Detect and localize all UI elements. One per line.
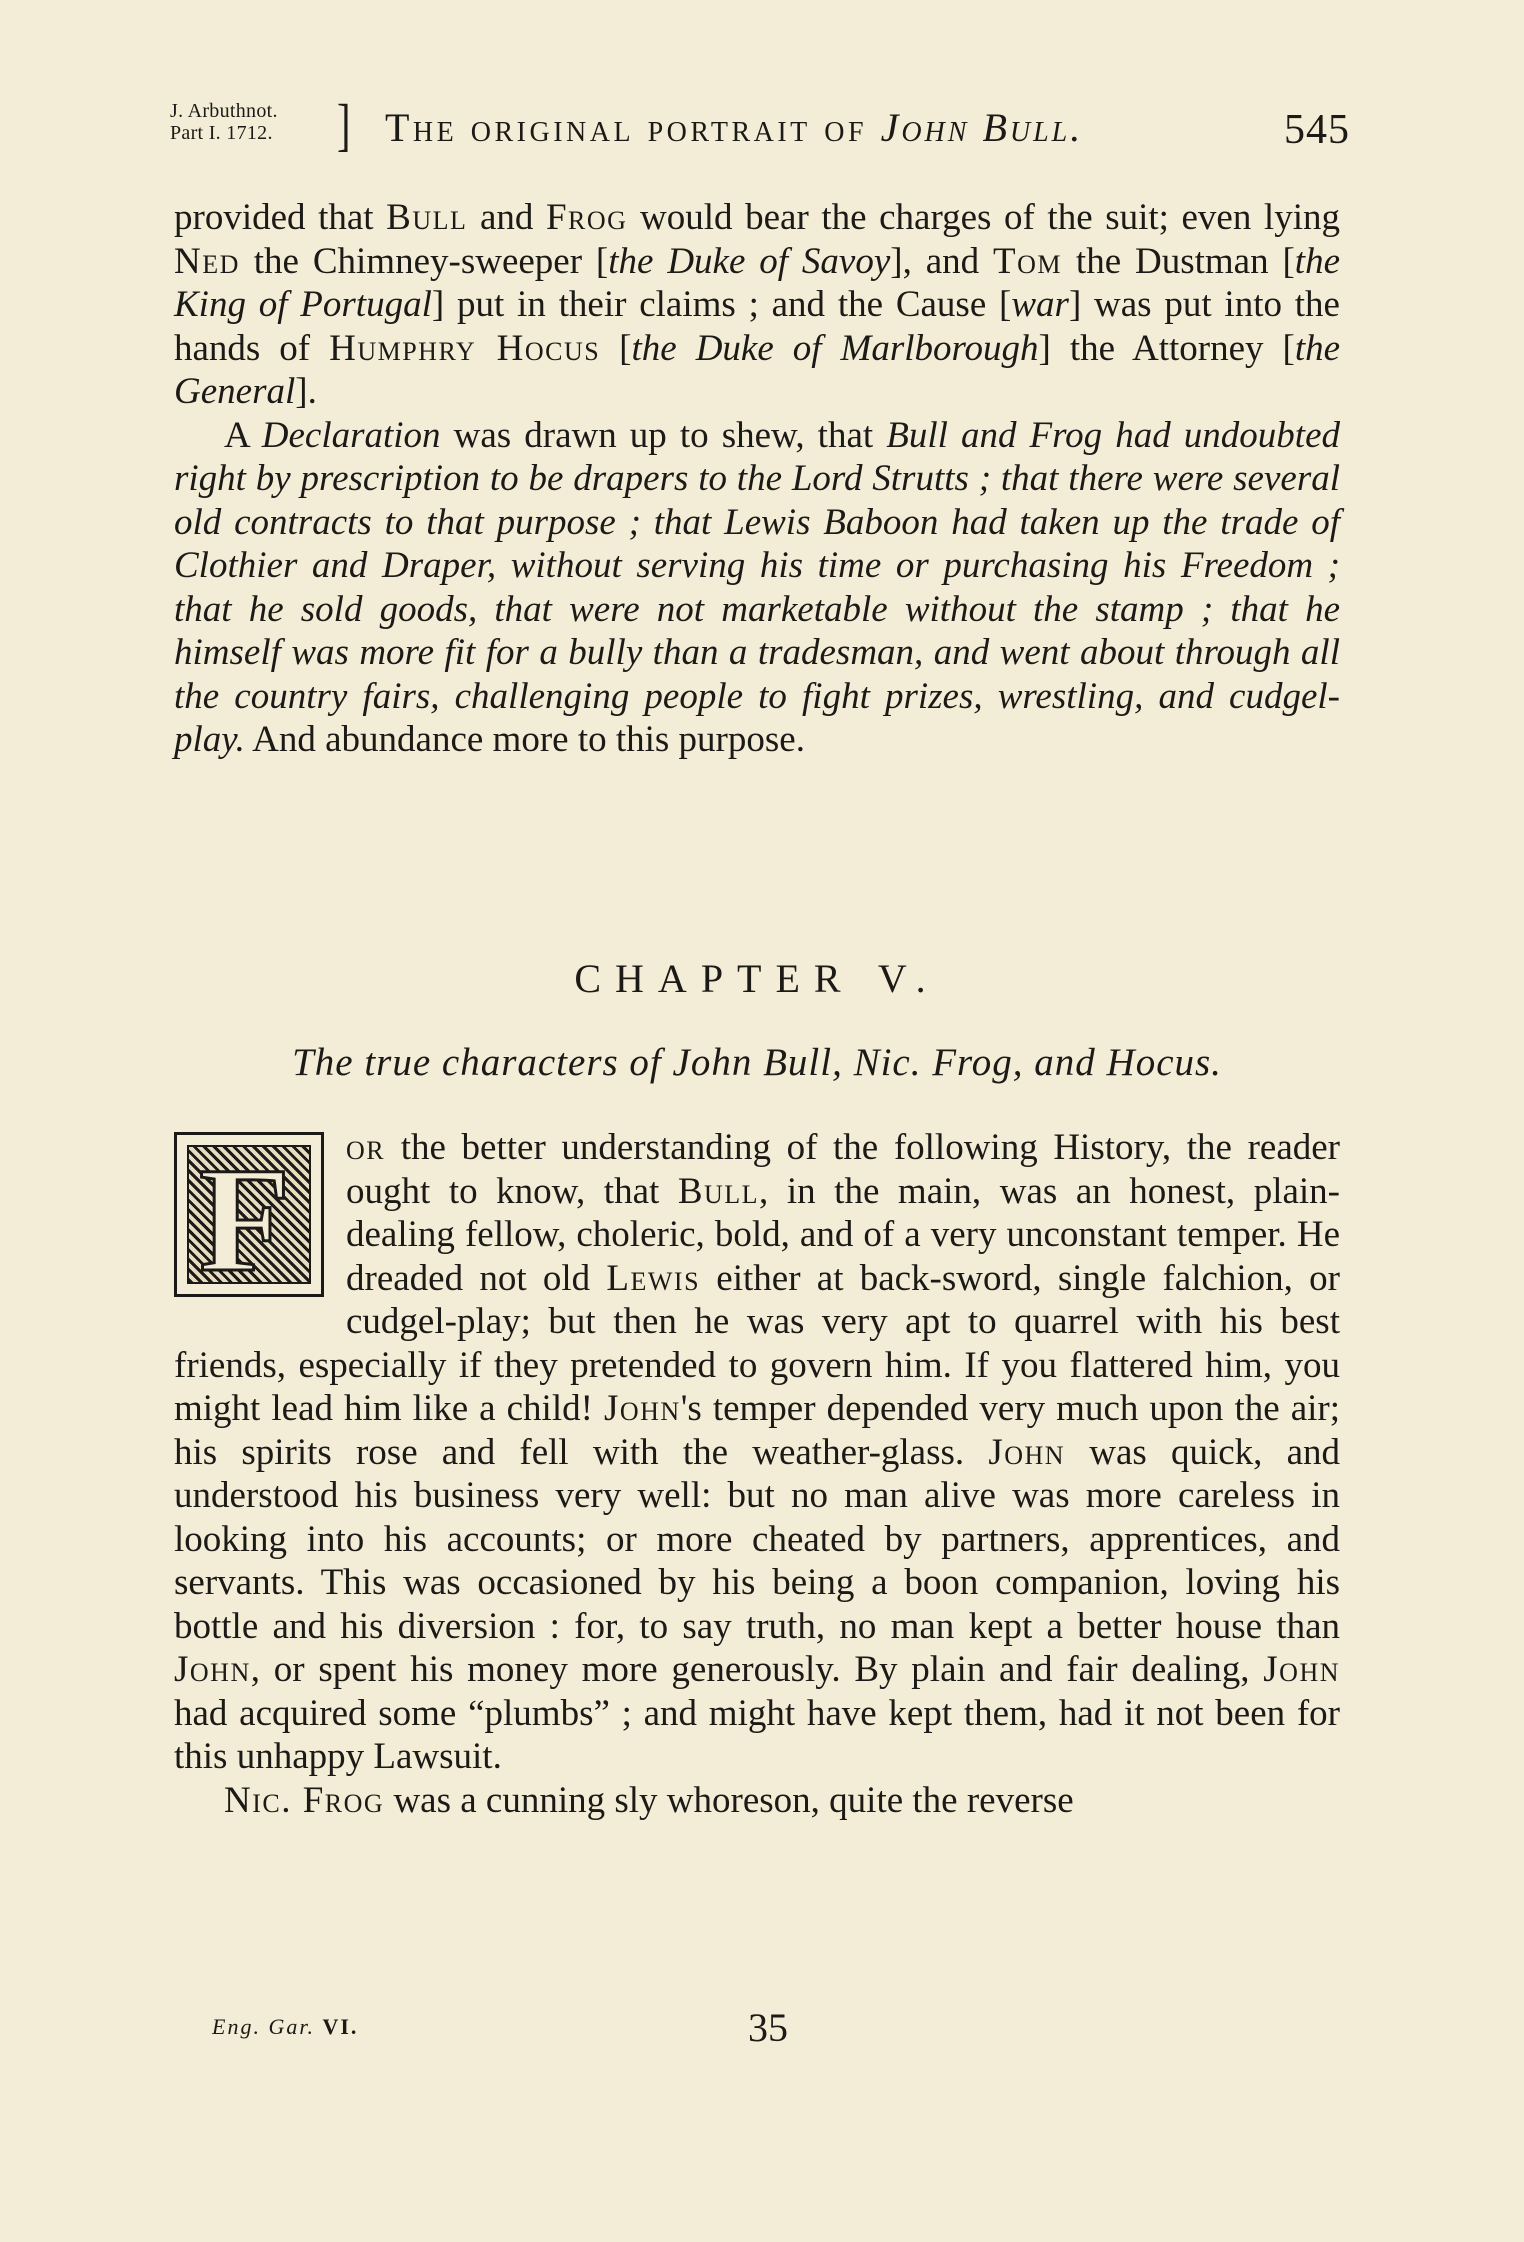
text-block-chapter [174, 1126, 1340, 1822]
text-run: and [467, 197, 546, 238]
opening-word: or [346, 1127, 386, 1168]
gloss-war: war [1011, 284, 1069, 325]
text-run: would bear the charges of the suit; even lying [627, 197, 1340, 238]
page-number: 545 [1284, 107, 1350, 153]
name-frog: Frog [545, 197, 628, 238]
text-run: was drawn up to shew, that [440, 414, 887, 456]
page-footer [212, 2005, 1212, 2058]
paragraph-1 [174, 196, 1340, 414]
text-run: had acquired some “plumbs” ; and might have kept them, had it not been for this unhappy Lawsuit. [174, 1692, 1340, 1777]
name-nic-frog: Nic. Frog [224, 1779, 385, 1821]
text-run: the Chimney-sweeper [ [239, 240, 609, 282]
running-title-prefix: The original portrait of [385, 105, 881, 150]
signature-mark [212, 2014, 358, 2040]
side-note [170, 92, 351, 157]
name-bull: Bull [677, 1170, 760, 1212]
side-note-part-year: Part I. 1712. [170, 122, 273, 144]
text-run: ], and [890, 240, 994, 282]
name-tom: Tom [993, 240, 1063, 282]
text-run: was quick, and understood his business very well: but no man alive was more careless in looking into his accounts; or more cheated by partners, apprentices, and servants. This was occasioned by his being a boon companion, loving his bottle and his diversion : for, to say truth, no man kept a better house than [174, 1431, 1341, 1647]
name-john: John [603, 1388, 681, 1429]
chapter-subtitle: The true characters of John Bull, Nic. Frog, and Hocus. [292, 1041, 1222, 1084]
name-lewis: Lewis [606, 1257, 701, 1299]
text-block-top [174, 196, 1340, 762]
signature-title: Eng. Gar. [212, 2014, 315, 2039]
name-john: John [174, 1649, 251, 1690]
gloss-savoy: the Duke of Savoy [608, 240, 891, 282]
text-run: the Dustman [ [1062, 240, 1295, 282]
text-run: , in the main, was an honest, plain-dealing fellow, choleric, bold, and of a very unconstant temper. He dreaded not old [346, 1170, 1340, 1299]
gloss-portugal: the King of Portugal [174, 240, 1340, 325]
running-title [385, 104, 1083, 151]
declaration-word: Declaration [261, 414, 441, 456]
name-john: John [1263, 1649, 1340, 1690]
name-john: John [988, 1431, 1066, 1473]
paragraph-4 [174, 1779, 1340, 1823]
text-run: A [224, 414, 262, 456]
signature-number: 35 [748, 2005, 788, 2050]
paragraph-3 [174, 1126, 1340, 1779]
text-run: ] the Attorney [ [1038, 327, 1295, 369]
gloss-general: the General [174, 327, 1341, 412]
text-run: provided that [174, 197, 387, 238]
declaration-text: Bull and Frog had undoubted right by prescription to be drapers to the Lord Strutts ; that there were several old contracts to that purpose ; that Lewis Baboon had taken up the trade of Clothier and Draper, without serving his time or purchasing his Freedom ; that he sold goods, that were not marketable without the stamp ; that he himself was more fit for a bully than a tradesman, and went about through all the country fairs, challenging people to fight prizes, wrestling, and cudgel-play. [174, 414, 1340, 760]
chapter-heading: CHAPTER V. [574, 956, 940, 1001]
text-run: either at back-sword, single falchion, or cudgel-play; but then he was very apt to quarrel with his best friends, especially if they pretended to govern him. If you flattered him, you might lead him like a child! [174, 1257, 1340, 1429]
name-ned: Ned [174, 240, 240, 282]
text-run: ] put in their claims ; and the Cause [ [431, 284, 1012, 325]
name-hocus: Humphry Hocus [329, 327, 601, 369]
side-note-bracket: ] [336, 92, 351, 157]
side-note-author: J. Arbuthnot. [170, 100, 278, 122]
running-head [170, 92, 1350, 170]
name-bull: Bull [386, 197, 468, 238]
text-run: was a cunning sly whoreson, quite the reverse [384, 1779, 1074, 1821]
text-run: [ [600, 327, 632, 369]
drop-cap-letter: F [199, 1137, 291, 1303]
paragraph-2 [174, 414, 1340, 762]
text-run: And abundance more to this purpose. [244, 719, 805, 760]
text-run: the better understanding of the following History, the reader ought to know, that [346, 1127, 1340, 1212]
text-run: ] was put into the hands of [174, 284, 1340, 369]
signature-volume: VI. [322, 2014, 359, 2039]
text-run: , or spent his money more generously. By plain and fair dealing, [250, 1649, 1264, 1690]
text-run: ]. [295, 371, 317, 412]
drop-cap-ornament [174, 1132, 324, 1303]
gloss-marlborough: the Duke of Marlborough [631, 327, 1039, 369]
text-run: 's temper depended very much upon the air; his spirits rose and fell with the weather-glass. [174, 1388, 1341, 1473]
running-title-italic: John Bull. [880, 105, 1084, 150]
